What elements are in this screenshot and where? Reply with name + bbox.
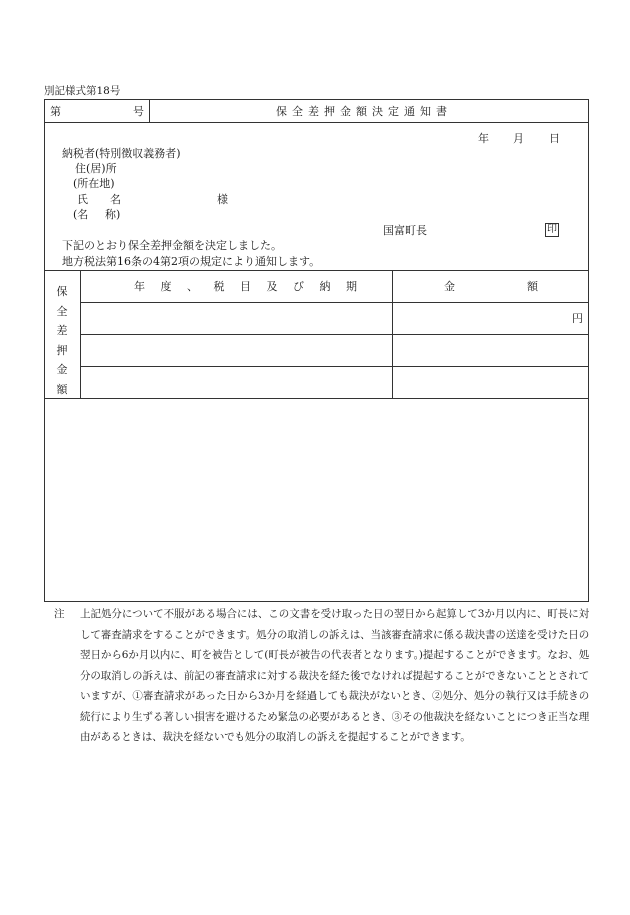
table-row-rule-1 [80,334,589,335]
number-suffix: 号 [133,105,144,118]
issuer-name: 国富町長 [383,224,427,237]
side-label-char: 金 [56,363,68,376]
side-label-char: 保 [56,285,68,298]
side-label-divider [80,270,81,398]
table-row-rule-2 [80,366,589,367]
note-text: 上記処分について不服がある場合には、この文書を受け取った日の翌日から起算して3か月以内に、町長に対して審査請求をすることができます。処分の取消しの訴えは、当該審査請求に係る裁決書の送達を受けた日の翌日から6か月以内に、町を被告として(町長が被告の代表者となります。)提起することができます。なお、処分の取消しの訴えは、前記の審査請求に対する裁決を経た後でなければ提起することができないこととされていますが、①審査請求があった日から3か月を経過しても裁決がないとき、②処分、処分の執行又は手続きの続行により生ずる著しい損害を避けるため緊急の必要があるとき、③その他裁決を経ないことにつき正当な理由があるときは、裁決を経ないでも処分の取消しの訴えを提起することができます。 [80,608,589,743]
table-bottom-rule [44,398,589,399]
amount-column-divider [392,270,393,398]
document-title: 保全差押金額決定通知書 [276,105,452,118]
official-seal-mark: 印 [547,224,557,235]
honorific: 様 [217,193,228,206]
taxpayer-label: 納税者(特別徴収義務者) [62,147,181,160]
name-label-second: 名 [110,193,121,206]
amount-column-header-second: 額 [527,280,538,293]
number-prefix: 第 [50,105,61,118]
side-label-char: 額 [56,382,68,396]
title-label-first: (名 [73,208,89,221]
date-month: 月 [513,132,524,145]
note-mark: 注 [54,608,65,620]
title-label-second: 称) [105,208,121,221]
header-divider [44,122,589,123]
body-line-2: 地方税法第16条の4第2項の規定により通知します。 [62,255,321,268]
body-line-1: 下記のとおり保全差押金額を決定しました。 [62,239,282,252]
location-label: (所在地) [73,177,115,190]
side-label-char: 差 [56,324,68,337]
appeal-notice [54,604,589,748]
notice-frame [44,99,589,602]
form-label: 別記様式第18号 [44,85,121,97]
amount-column-header-first: 金 [444,280,455,293]
side-label [44,282,80,399]
side-label-char: 全 [56,304,68,318]
name-label-first: 氏 [77,193,88,206]
date-day: 日 [549,132,560,145]
period-column-header: 年 度 、 税 目 及 び 納 期 [134,280,363,293]
address-label: 住(居)所 [75,162,117,175]
date-year: 年 [478,132,489,145]
currency-unit: 円 [572,312,583,325]
side-label-char: 押 [56,343,68,357]
table-header-rule [80,302,589,303]
table-top-rule [44,270,589,271]
number-cell-divider [149,99,150,122]
